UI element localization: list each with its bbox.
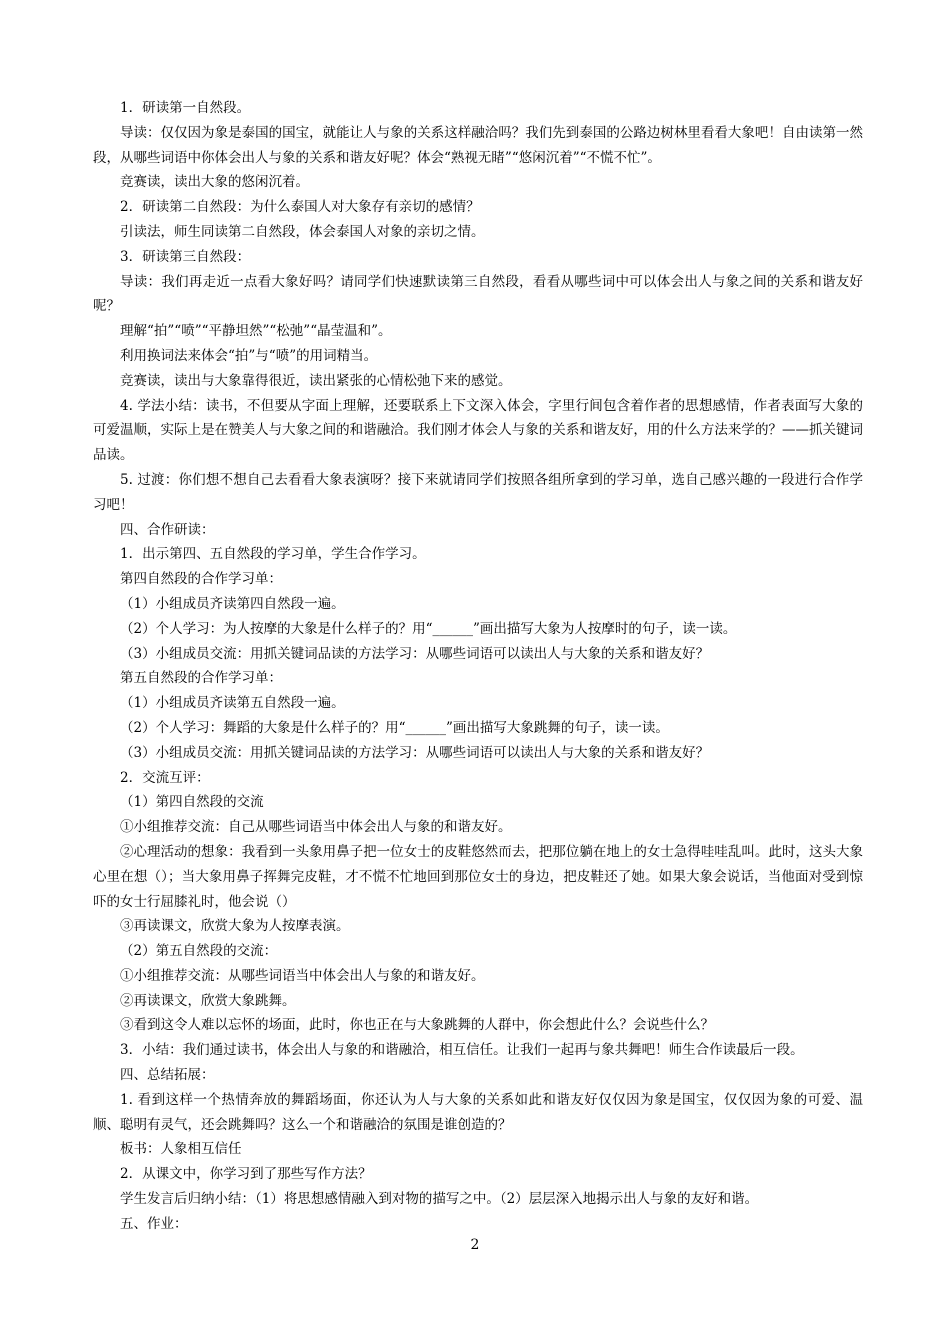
paragraph: 利用换词法来体会“拍”与“喷”的用词精当。 [120, 347, 378, 364]
paragraph: 1．研读第一自然段。 [120, 100, 251, 116]
paragraph: 4. 学法小结：读书，不但要从字面上理解，还要联系上下文深入体会，字里行间包含着作者的思想感情，作者表面写大象的可爱温顺，实际上是在赞美人与大象之间的和谐融洽。我们刚才体会人与象的关系和谐友好，用的什么方法来学的？——抓关键词品读。 [93, 397, 863, 464]
paragraph: 竞赛读，读出大象的悠闲沉着。 [120, 174, 309, 191]
paragraph: 导读：仅仅因为象是泰国的国宝，就能让人与象的关系这样融洽吗？我们先到泰国的公路边树林里看看大象吧！自由读第一然段，从哪些词语中你体会出人与象的关系和谐友好呢？体会“熟视无睹”“悠闲沉着”“不慌不忙”。 [93, 124, 863, 166]
paragraph: （1）小组成员齐读第五自然段一遍。 [120, 695, 345, 712]
paragraph: ①小组推荐交流：自己从哪些词语当中体会出人与象的和谐友好。 [120, 819, 512, 836]
paragraph: ③看到这令人难以忘怀的场面，此时，你也正在与大象跳舞的人群中，你会想此什么？会说些什么？ [120, 1017, 714, 1034]
paragraph: 竞赛读，读出与大象靠得很近，读出紧张的心情松弛下来的感觉。 [120, 372, 512, 389]
paragraph: 板书：人象相互信任 [120, 1141, 242, 1158]
paragraph: ①小组推荐交流：从哪些词语当中体会出人与象的和谐友好。 [120, 967, 485, 984]
document-body [93, 96, 863, 1237]
paragraph: 5. 过渡：你们想不想自己去看看大象表演呀？接下来就请同学们按照各组所拿到的学习单，选自己感兴趣的一段进行合作学习吧！ [93, 471, 863, 513]
page-number: 2 [470, 1237, 480, 1253]
paragraph: ②心理活动的想象：我看到一头象用鼻子把一位女士的皮鞋悠然而去，把那位躺在地上的女士急得哇哇乱叫。此时，这头大象心里在想（）；当大象用鼻子挥舞完皮鞋，才不慌不忙地回到那位女士的身边，把皮鞋还了她。如果大象会说话，当他面对受到惊吓的女士行屈膝礼时，他会说（） [93, 843, 863, 910]
paragraph: 1. 看到这样一个热情奔放的舞蹈场面，你还认为人与大象的关系如此和谐友好仅仅因为象是国宝，仅仅因为象的可爱、温顺、聪明有灵气，还会跳舞吗？这么一个和谐融洽的氛围是谁创造的？ [93, 1091, 863, 1133]
paragraph: 理解“拍”“喷”“平静坦然”“松弛”“晶莹温和”。 [120, 323, 392, 340]
paragraph: 3．小结：我们通过读书，体会出人与象的和谐融洽，相互信任。让我们一起再与象共舞吧！师生合作读最后一段。 [120, 1042, 804, 1059]
paragraph: （2）个人学习：舞蹈的大象是什么样子的？用“______”画出描写大象跳舞的句子，读一读。 [120, 719, 669, 736]
section-heading: 四、总结拓展： [120, 1067, 215, 1084]
paragraph: （1）第四自然段的交流 [120, 794, 264, 811]
paragraph: 导读：我们再走近一点看大象好吗？请同学们快速默读第三自然段，看看从哪些词中可以体会出人与象之间的关系和谐友好呢？ [93, 273, 863, 315]
paragraph: （3）小组成员交流：用抓关键词品读的方法学习：从哪些词语可以读出人与大象的关系和谐友好？ [120, 744, 710, 761]
paragraph: 3．研读第三自然段： [120, 248, 251, 265]
paragraph: （2）第五自然段的交流： [120, 943, 278, 960]
section-heading: 五、作业： [120, 1215, 188, 1232]
paragraph: 2．交流互评： [120, 769, 210, 786]
paragraph: 第五自然段的合作学习单： [120, 670, 282, 687]
paragraph: ②再读课文，欣赏大象跳舞。 [120, 992, 296, 1009]
paragraph: 2．研读第二自然段：为什么泰国人对大象存有亲切的感情？ [120, 199, 480, 216]
paragraph: （3）小组成员交流：用抓关键词品读的方法学习：从哪些词语可以读出人与大象的关系和谐友好？ [120, 645, 710, 662]
paragraph: 第四自然段的合作学习单： [120, 571, 282, 588]
section-heading: 四、合作研读： [120, 521, 215, 538]
paragraph: 引读法，师生同读第二自然段，体会泰国人对象的亲切之情。 [120, 223, 485, 240]
paragraph: 2．从课文中，你学习到了那些写作方法？ [120, 1166, 372, 1183]
paragraph: ③再读课文，欣赏大象为人按摩表演。 [120, 918, 350, 935]
paragraph: 学生发言后归纳小结：（1）将思想感情融入到对物的描写之中。（2）层层深入地揭示出人与象的友好和谐。 [120, 1191, 759, 1208]
paragraph: （1）小组成员齐读第四自然段一遍。 [120, 595, 345, 612]
paragraph: （2）个人学习：为人按摩的大象是什么样子的？用“______”画出描写大象为人按摩时的句子，读一读。 [120, 620, 737, 637]
paragraph: 1．出示第四、五自然段的学习单，学生合作学习。 [120, 546, 426, 563]
